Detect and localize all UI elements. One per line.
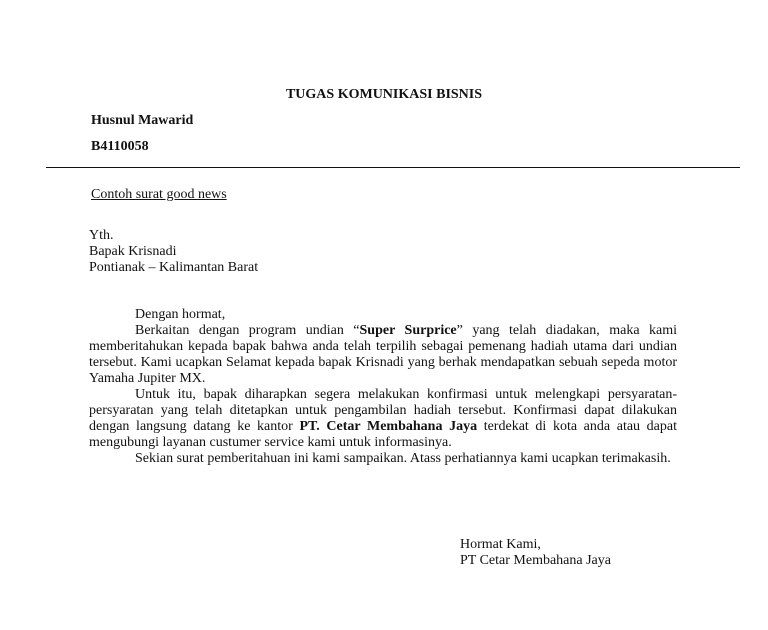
recipient-address: Pontianak – Kalimantan Barat [89,260,259,275]
letter-body [89,307,677,467]
paragraph-1-text-a: Berkaitan dengan program undian “ [135,323,360,338]
closing-salutation: Hormat Kami, [460,537,541,552]
closing-block [460,537,611,569]
horizontal-divider [46,167,740,168]
recipient-block [89,228,258,276]
document-title: TUGAS KOMUNIKASI BISNIS [285,87,483,102]
closing-company: PT Cetar Membahana Jaya [460,553,611,568]
recipient-salutation: Yth. [89,228,114,243]
student-id: B4110058 [91,139,149,154]
recipient-name: Bapak Krisnadi [89,244,177,259]
paragraph-2-text-b: terdekat di kota anda atau dapat mengubungi layanan custumer service kami untuk informasinya. [89,419,678,450]
company-name: PT. Cetar Membahana Jaya [299,419,478,434]
paragraph-1-text-b: ” yang telah diadakan, maka kami memberitahukan kepada bapak bahwa anda telah terpilih sebagai pemenang hadiah utama dari undian tersebut. Kami ucapkan Selamat kepada bapak Krisnadi yang berhak mendapatkan sebuah sepeda motor Yamaha Jupiter MX. [89,323,678,386]
paragraph-2 [89,387,677,451]
program-name: Super Surprice [359,323,457,338]
paragraph-1 [89,323,677,387]
author-name: Husnul Mawarid [91,113,194,128]
paragraph-2-text-a: Untuk itu, bapak diharapkan segera melakukan konfirmasi untuk melengkapi persyaratan-persyaratan yang telah ditetapkan untuk pengambilan hadiah tersebut. Konfirmasi dapat dilakukan dengan langsung datang ke kantor [89,387,677,434]
paragraph-3: Sekian surat pemberitahuan ini kami sampaikan. Atass perhatiannya kami ucapkan terimakasih. [135,451,671,466]
letter-subject: Contoh surat good news [91,187,227,202]
greeting: Dengan hormat, [135,307,226,322]
